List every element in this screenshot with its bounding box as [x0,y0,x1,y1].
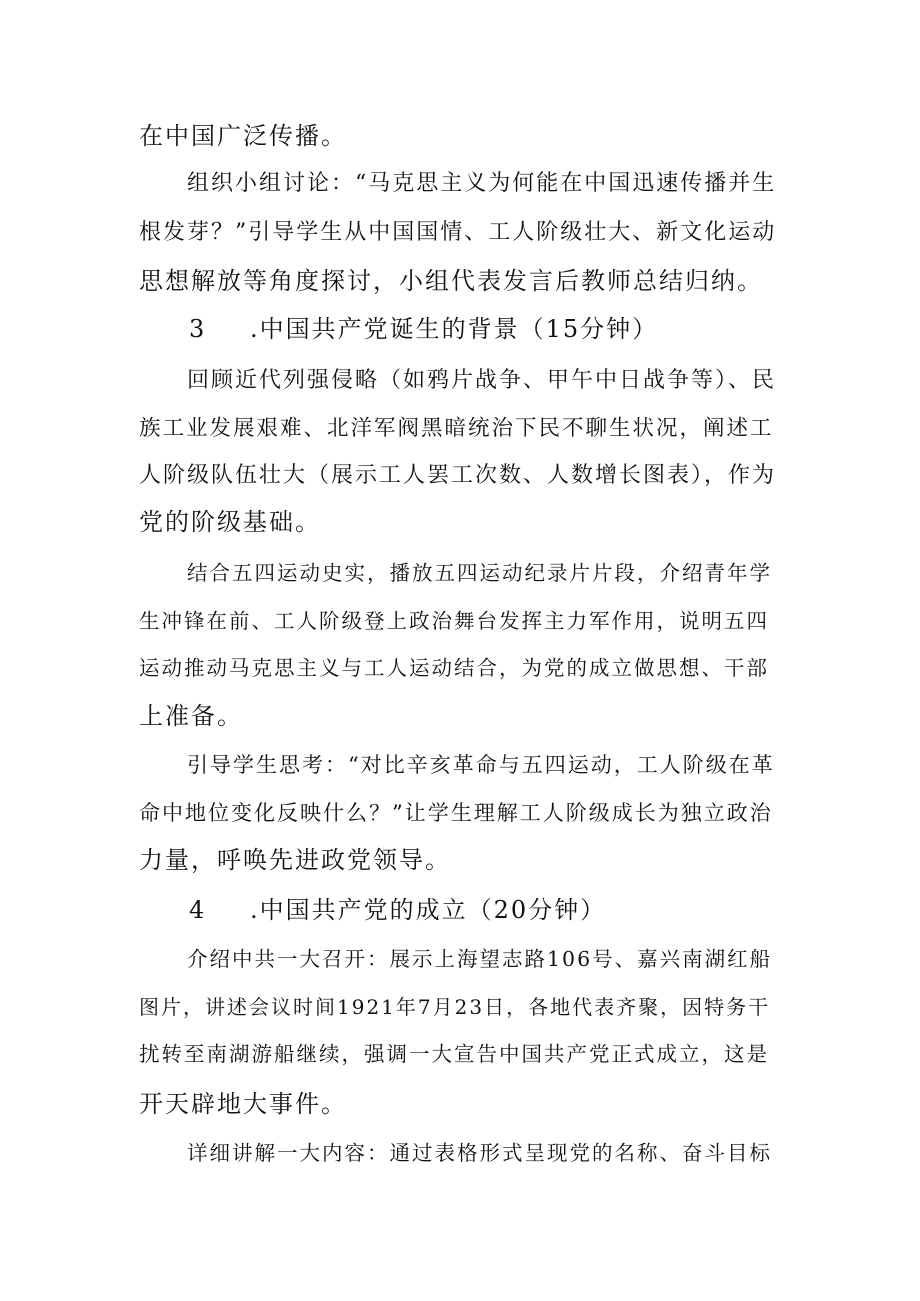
text-line: 族工业发展艰难、北洋军阀黑暗统治下民不聊生状况，阐述工 [139,416,774,441]
text-line: 回顾近代列强侵略（如鸦片战争、甲午中日战争等）、民 [187,368,777,393]
text-line: 详细讲解一大内容：通过表格形式呈现党的名称、奋斗目标 [187,1141,772,1165]
text-line: 引导学生思考：“对比辛亥革命与五四运动，工人阶级在革 [187,753,775,777]
text-line: 上准备。 [139,702,243,730]
section-heading: .中国共产党的成立（20分钟） [250,896,607,924]
section-number: 3 [189,315,207,343]
section-number: 4 [189,896,207,924]
text-line: 根发芽？”引导学生从中国国情、工人阶级壮大、新文化运动 [139,220,777,245]
text-line: 图片，讲述会议时间1921年7月23日，各地代表齐聚，因特务干 [139,995,771,1019]
text-line: 生冲锋在前、工人阶级登上政治舞台发挥主力军作用，说明五四 [139,609,769,633]
text-line: 在中国广泛传播。 [139,122,347,150]
text-line: 扰转至南湖游船继续，强调一大宣告中国共产党正式成立，这是 [139,1042,769,1066]
text-line: 人阶级队伍壮大（展示工人罢工次数、人数增长图表），作为 [139,463,777,488]
text-line: 思想解放等角度探讨，小组代表发言后教师总结归纳。 [139,267,763,295]
text-line: 力量，呼唤先进政党领导。 [139,846,451,874]
text-line: 介绍中共一大召开：展示上海望志路106号、嘉兴南湖红船 [187,947,773,971]
text-line: 命中地位变化反映什么？”让学生理解工人阶级成长为独立政治 [139,801,773,825]
text-line: 开天辟地大事件。 [139,1090,347,1118]
text-line: 组织小组讨论：“马克思主义为何能在中国迅速传播并生 [187,171,777,196]
section-heading: .中国共产党诞生的背景（15分钟） [250,315,659,343]
text-line: 运动推动马克思主义与工人运动结合，为党的成立做思想、干部 [139,656,769,680]
text-line: 结合五四运动史实，播放五四运动纪录片片段，介绍青年学 [187,561,772,585]
text-line: 党的阶级基础。 [139,508,321,536]
